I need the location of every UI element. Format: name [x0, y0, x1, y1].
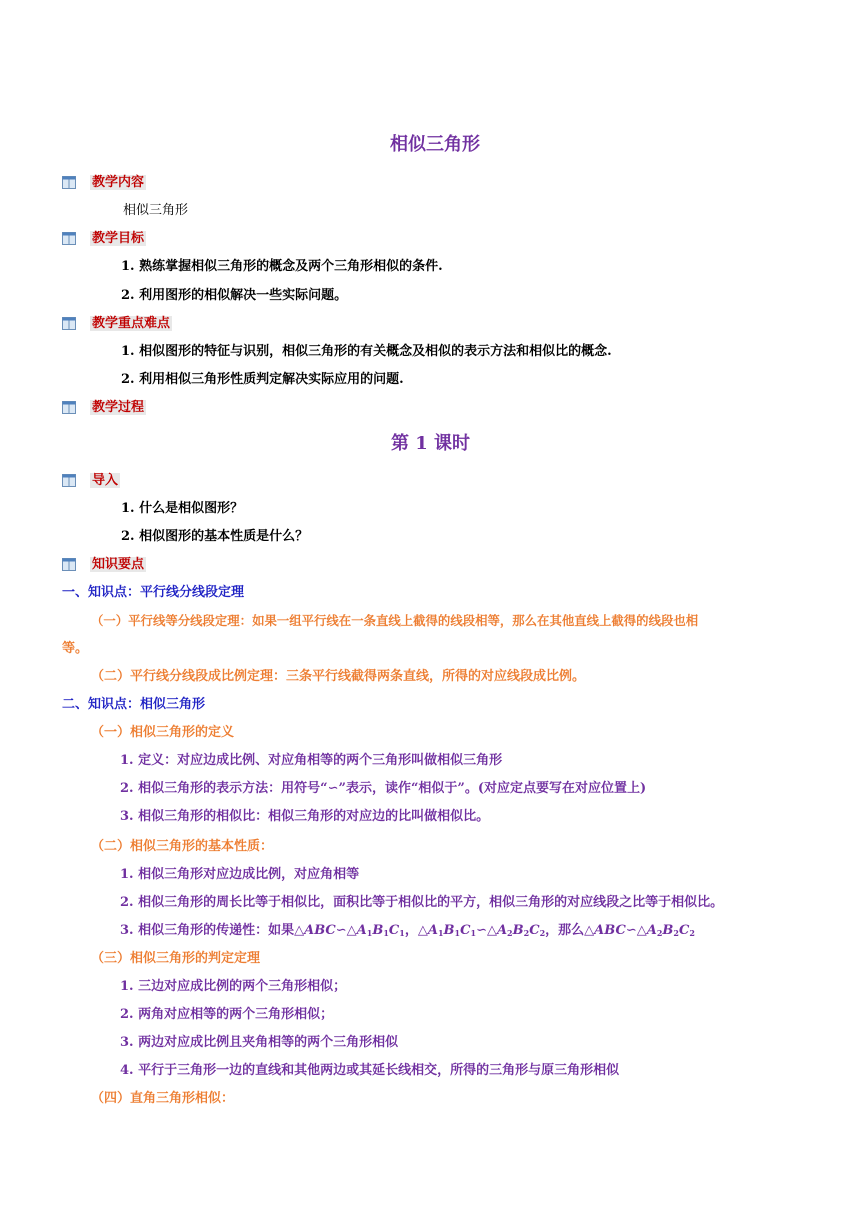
subsection-title: （二）相似三角形的基本性质：: [91, 839, 274, 854]
key-item: 2. 利用相似三角形性质判定解决实际应用的问题.: [121, 372, 404, 387]
criterion-item: 1. 三边对应成比例的两个三角形相似；: [120, 979, 347, 994]
property-item: 1. 相似三角形对应边成比例，对应角相等: [120, 867, 360, 882]
section-heading-knowledge: 知识要点: [92, 557, 145, 572]
criterion-item: 2. 两角对应相等的两个三角形相似；: [120, 1007, 334, 1022]
content-text: 相似三角形: [123, 203, 189, 218]
book-icon: [62, 315, 76, 328]
theorem-text: 等。: [62, 641, 89, 656]
section-heading-content: 教学内容: [92, 175, 145, 190]
definition-item: 2. 相似三角形的表示方法：用符号“∽”表示，读作“相似于”。(对应定点要写在对应位置上): [120, 781, 647, 796]
book-icon: [62, 174, 76, 187]
subsection-title: （四）直角三角形相似：: [91, 1091, 235, 1106]
transitivity-prefix: 3. 相似三角形的传递性：如果: [120, 923, 295, 938]
book-icon: [62, 472, 76, 485]
section-heading-key: 教学重点难点: [92, 316, 171, 331]
book-icon: [62, 230, 76, 243]
math-formula: $\triangle ABC∽\triangle A_1B_1C_1$: [294, 923, 405, 938]
section-heading-goals: 教学目标: [92, 231, 145, 246]
knowledge-point-title: 二、知识点：相似三角形: [62, 697, 206, 712]
theorem-text: （一）平行线等分线段定理：如果一组平行线在一条直线上截得的线段相等，那么在其他直线上截得的线段也相: [91, 613, 699, 628]
separator: ，那么: [545, 923, 585, 938]
goal-item: 1. 熟练掌握相似三角形的概念及两个三角形相似的条件.: [121, 259, 443, 274]
lesson-title: 第 1 课时: [391, 433, 471, 454]
separator: ，: [404, 923, 418, 938]
math-formula: $\triangle ABC∽\triangle A_2B_2C_2$: [584, 923, 695, 938]
intro-question: 2. 相似图形的基本性质是什么？: [121, 529, 309, 544]
section-heading-intro: 导入: [92, 473, 119, 488]
knowledge-point-title: 一、知识点：平行线分线段定理: [62, 585, 245, 600]
math-formula: $\triangle A_1B_1C_1∽\triangle A_2B_2C_2$: [417, 923, 546, 938]
intro-question: 1. 什么是相似图形？: [121, 501, 244, 516]
book-icon: [62, 399, 76, 412]
definition-item: 3. 相似三角形的相似比：相似三角形的对应边的比叫做相似比。: [120, 809, 490, 824]
property-item-transitivity: [120, 922, 695, 942]
goal-item: 2. 利用图形的相似解决一些实际问题。: [121, 288, 348, 303]
key-item: 1. 相似图形的特征与识别，相似三角形的有关概念及相似的表示方法和相似比的概念.: [121, 344, 612, 359]
page-title: 相似三角形: [390, 134, 480, 155]
book-icon: [62, 556, 76, 569]
property-item: 2. 相似三角形的周长比等于相似比，面积比等于相似比的平方，相似三角形的对应线段之比等于相似比。: [120, 895, 724, 910]
theorem-text: （二）平行线分线段成比例定理：三条平行线截得两条直线，所得的对应线段成比例。: [91, 669, 586, 684]
criterion-item: 3. 两边对应成比例且夹角相等的两个三角形相似: [120, 1035, 399, 1050]
definition-item: 1. 定义：对应边成比例、对应角相等的两个三角形叫做相似三角形: [120, 753, 503, 768]
subsection-title: （三）相似三角形的判定定理: [91, 951, 261, 966]
section-heading-process: 教学过程: [92, 400, 145, 415]
subsection-title: （一）相似三角形的定义: [91, 725, 235, 740]
criterion-item: 4. 平行于三角形一边的直线和其他两边或其延长线相交，所得的三角形与原三角形相似: [120, 1063, 620, 1078]
